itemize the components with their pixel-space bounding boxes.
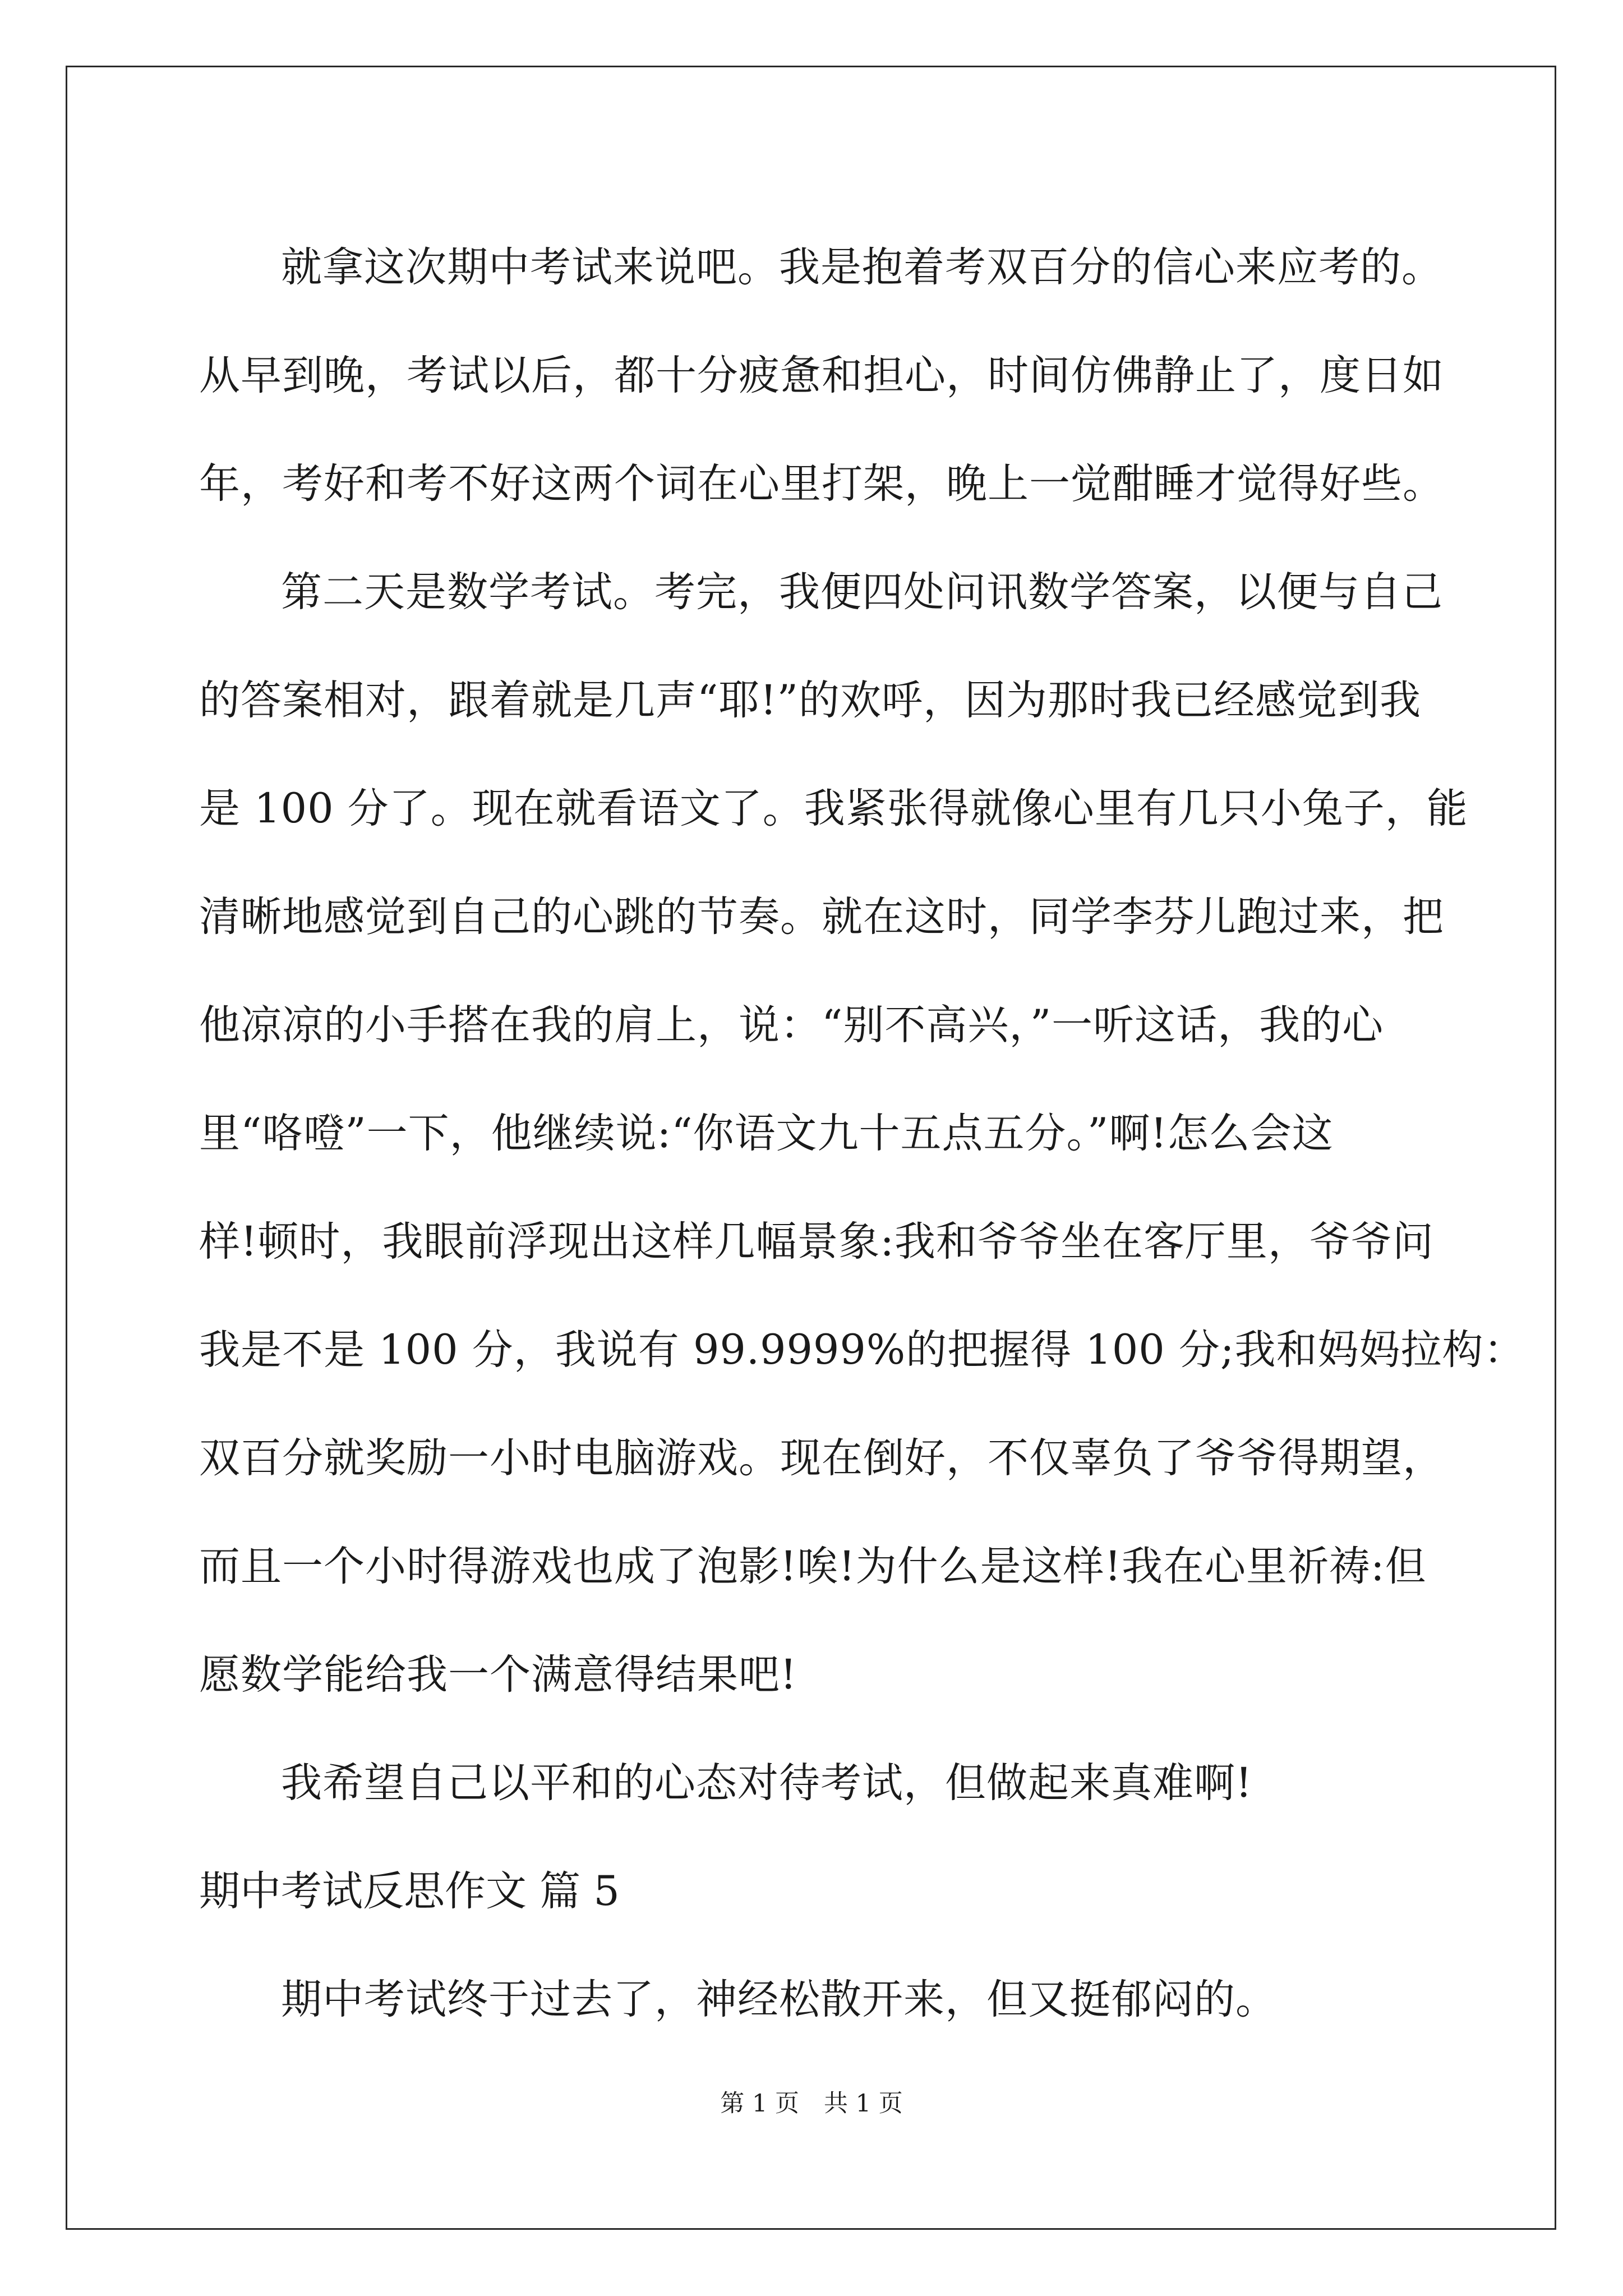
page-footer [0, 2087, 1623, 2120]
text-line: 的答案相对，跟着就是几声“耶!”的欢呼，因为那时我已经感觉到我 [199, 677, 1421, 724]
text-line: 就拿这次期中考试来说吧。我是抱着考双百分的信心来应考的。 [281, 243, 1443, 291]
page-number: 第 1 页 [720, 2090, 799, 2118]
text-line: 期中考试终于过去了，神经松散开来，但又挺郁闷的。 [281, 1976, 1277, 2023]
text-line: 年，考好和考不好这两个词在心里打架，晚上一觉酣睡才觉得好些。 [199, 460, 1444, 508]
text-line: 双百分就奖励一小时电脑游戏。现在倒好，不仅辜负了爷爷得期望， [199, 1434, 1444, 1482]
text-line: 他凉凉的小手搭在我的肩上，说：“别不高兴，”一听这话，我的心 [199, 1001, 1384, 1049]
text-line: 样!顿时，我眼前浮现出这样几幅景象:我和爷爷坐在客厅里，爷爷问 [199, 1218, 1434, 1266]
paragraph-1 [199, 213, 1444, 538]
text-line: 里“咯噔”一下，他继续说:“你语文九十五点五分。”啊!怎么会这 [199, 1110, 1334, 1157]
text-line: 愿数学能给我一个满意得结果吧! [199, 1651, 797, 1699]
text-line: 是 100 分了。现在就看语文了。我紧张得就像心里有几只小兔子，能 [199, 785, 1468, 832]
section-heading: 期中考试反思作文 篇 5 [199, 1867, 620, 1915]
text-line: 从早到晚，考试以后，都十分疲惫和担心，时间仿佛静止了，度日如 [199, 352, 1444, 399]
document-body [199, 213, 1525, 2054]
text-line: 我希望自己以平和的心态对待考试，但做起来真难啊! [281, 1759, 1253, 1807]
paragraph-2 [199, 538, 1525, 1729]
page-total: 共 1 页 [824, 2090, 903, 2118]
text-line: 而且一个小时得游戏也成了泡影!唉!为什么是这样!我在心里祈祷:但 [199, 1543, 1427, 1590]
paragraph-3 [199, 1729, 1424, 1837]
text-line: 清晰地感觉到自己的心跳的节奏。就在这时，同学李芬儿跑过来，把 [199, 893, 1444, 941]
text-line: 第二天是数学考试。考完，我便四处问讯数学答案，以便与自己 [281, 568, 1443, 616]
paragraph-4 [199, 1945, 1424, 2054]
text-line: 我是不是 100 分，我说有 99.9999%的把握得 100 分;我和妈妈拉构： [199, 1326, 1525, 1374]
